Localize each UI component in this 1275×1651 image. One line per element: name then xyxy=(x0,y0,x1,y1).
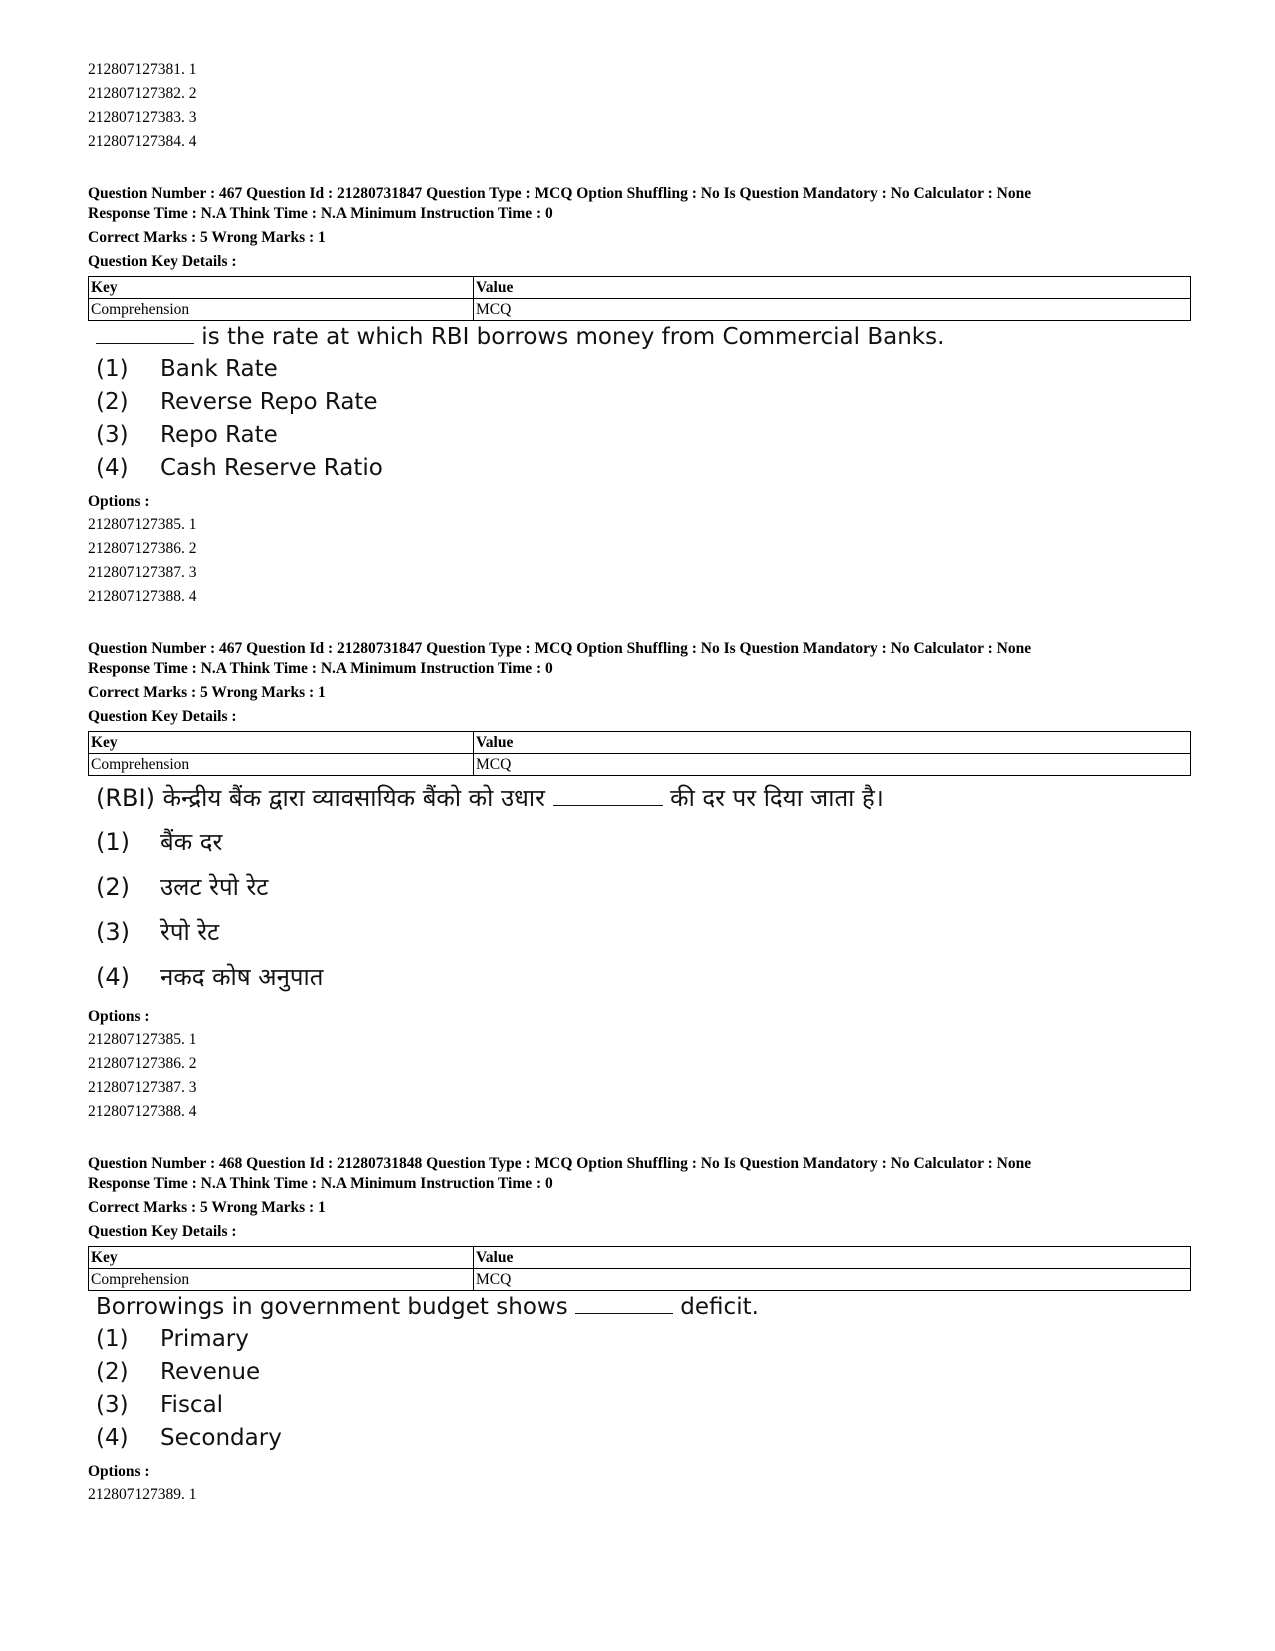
question-text: is the rate at which RBI borrows money from Commercial Banks. xyxy=(96,321,1188,353)
question-body xyxy=(96,321,1188,485)
table-cell-value: MCQ xyxy=(474,299,1191,321)
answer-blank xyxy=(553,804,663,806)
marks-line: Correct Marks : 5 Wrong Marks : 1 xyxy=(88,1199,326,1216)
table-header-value: Value xyxy=(474,732,1191,754)
option-line: 212807127387. 3 xyxy=(88,1079,197,1096)
question-meta-line: Response Time : N.A Think Time : N.A Minimum Instruction Time : 0 xyxy=(88,205,553,222)
choice-item: (3) Fiscal xyxy=(96,1392,224,1418)
choice-item: (3) Repo Rate xyxy=(96,422,278,448)
option-line: 212807127386. 2 xyxy=(88,540,197,557)
table-header-key: Key xyxy=(89,732,474,754)
table-cell-value: MCQ xyxy=(474,754,1191,776)
option-line: 212807127385. 1 xyxy=(88,1031,197,1048)
option-line: 212807127383. 3 xyxy=(88,109,197,126)
choice-item: (4) नकद कोष अनुपात xyxy=(96,963,324,991)
key-details-table xyxy=(88,1246,1191,1291)
choice-item: (2) Reverse Repo Rate xyxy=(96,389,378,415)
previous-options-list xyxy=(88,58,1188,154)
question-block-468-en xyxy=(88,1154,1188,1507)
table-cell-key: Comprehension xyxy=(89,1269,474,1291)
choice-item: (1) Primary xyxy=(96,1326,249,1352)
option-line: 212807127388. 4 xyxy=(88,588,197,605)
key-details-label: Question Key Details : xyxy=(88,253,237,270)
table-header-value: Value xyxy=(474,1247,1191,1269)
answer-blank xyxy=(96,342,194,344)
choice-item: (1) बैंक दर xyxy=(96,828,223,856)
options-label: Options : xyxy=(88,493,150,510)
choice-item: (3) रेपो रेट xyxy=(96,918,220,946)
question-meta-line: Question Number : 467 Question Id : 21280731847 Question Type : MCQ Option Shuffling : No Is Question Mandatory : No Calculator : None xyxy=(88,640,1032,657)
question-text: Borrowings in government budget shows deficit. xyxy=(96,1294,759,1320)
question-body xyxy=(96,776,1188,1000)
question-block-467-en xyxy=(88,184,1188,609)
table-header-key: Key xyxy=(89,1247,474,1269)
question-block-467-hi xyxy=(88,639,1188,1124)
question-text: (RBI) केन्द्रीय बैंक द्वारा व्यावसायिक बैंको को उधार की दर पर दिया जाता है। xyxy=(96,784,884,812)
options-label: Options : xyxy=(88,1008,150,1025)
marks-line: Correct Marks : 5 Wrong Marks : 1 xyxy=(88,684,326,701)
question-body xyxy=(96,1291,1188,1455)
question-meta-line: Response Time : N.A Think Time : N.A Minimum Instruction Time : 0 xyxy=(88,660,553,677)
key-details-table xyxy=(88,276,1191,321)
answer-blank xyxy=(575,1312,673,1314)
document-page xyxy=(88,58,1188,1507)
choice-item: (4) Secondary xyxy=(96,1425,282,1451)
option-line: 212807127388. 4 xyxy=(88,1103,197,1120)
option-line: 212807127387. 3 xyxy=(88,564,197,581)
table-cell-key: Comprehension xyxy=(89,754,474,776)
options-label: Options : xyxy=(88,1463,150,1480)
choice-item: (4) Cash Reserve Ratio xyxy=(96,455,383,481)
table-cell-value: MCQ xyxy=(474,1269,1191,1291)
table-header-key: Key xyxy=(89,277,474,299)
key-details-label: Question Key Details : xyxy=(88,1223,237,1240)
table-header-value: Value xyxy=(474,277,1191,299)
marks-line: Correct Marks : 5 Wrong Marks : 1 xyxy=(88,229,326,246)
question-meta-line: Response Time : N.A Think Time : N.A Minimum Instruction Time : 0 xyxy=(88,1175,553,1192)
option-line: 212807127382. 2 xyxy=(88,85,197,102)
option-line: 212807127384. 4 xyxy=(88,133,197,150)
option-line: 212807127385. 1 xyxy=(88,516,197,533)
choice-item: (2) उलट रेपो रेट xyxy=(96,873,269,901)
choice-item: (1) Bank Rate xyxy=(96,356,278,382)
option-line: 212807127389. 1 xyxy=(88,1486,197,1503)
option-line: 212807127386. 2 xyxy=(88,1055,197,1072)
option-line: 212807127381. 1 xyxy=(88,61,197,78)
question-meta-line: Question Number : 468 Question Id : 21280731848 Question Type : MCQ Option Shuffling : No Is Question Mandatory : No Calculator : None xyxy=(88,1155,1032,1172)
key-details-table xyxy=(88,731,1191,776)
table-cell-key: Comprehension xyxy=(89,299,474,321)
choice-item: (2) Revenue xyxy=(96,1359,261,1385)
key-details-label: Question Key Details : xyxy=(88,708,237,725)
question-meta-line: Question Number : 467 Question Id : 21280731847 Question Type : MCQ Option Shuffling : No Is Question Mandatory : No Calculator : None xyxy=(88,185,1032,202)
